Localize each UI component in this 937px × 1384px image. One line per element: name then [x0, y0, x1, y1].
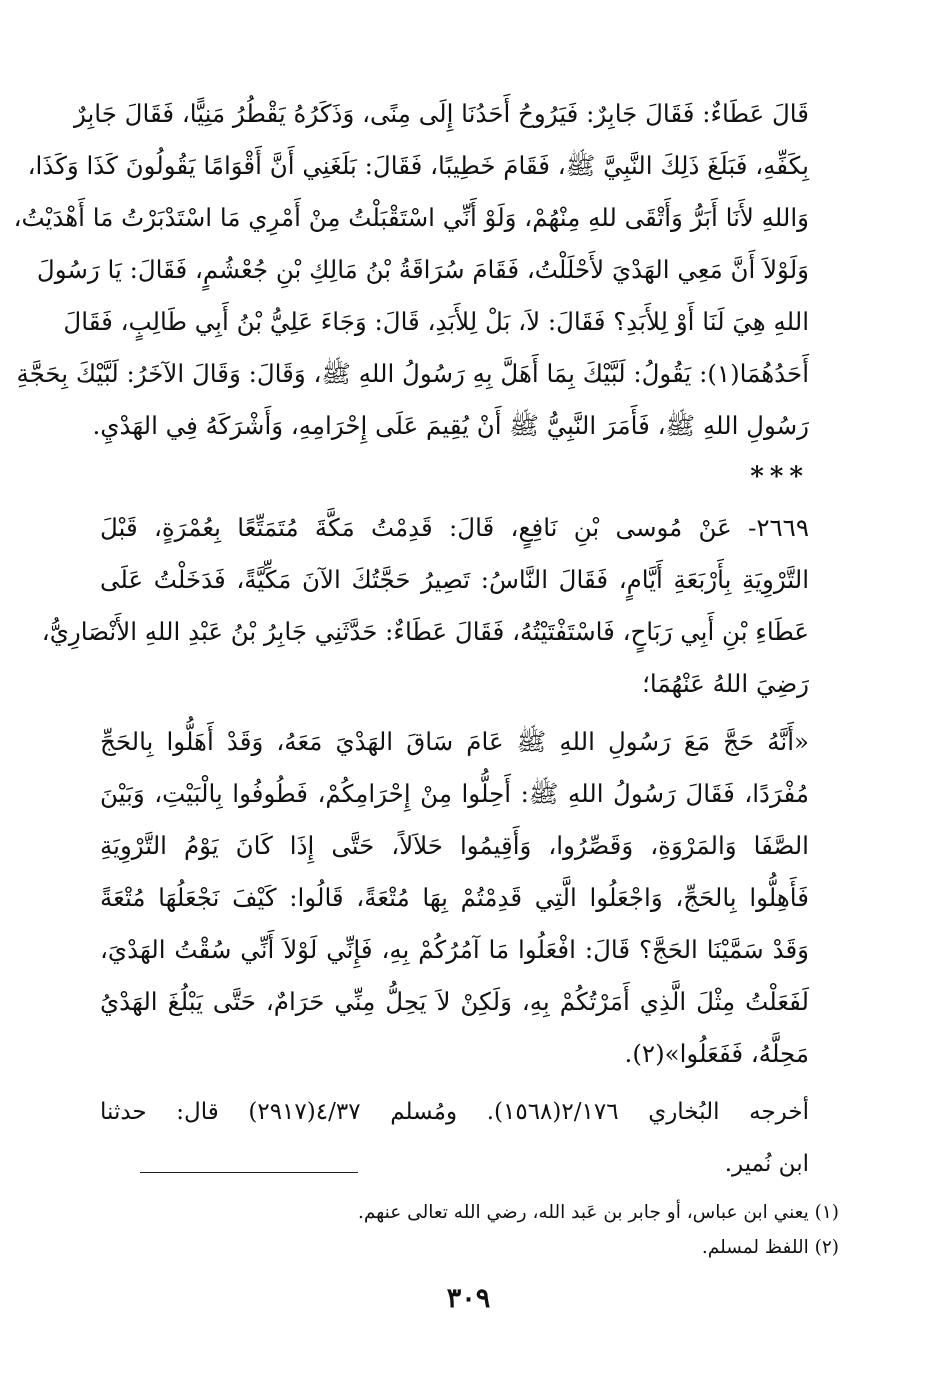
- text-line: أَحَدُهُمَا(١): يَقُولُ: لَبَّيْكَ بِمَا أَهَلَّ بِهِ رَسُولُ اللهِ ﷺ، وَقَالَ: وَقَالَ الآخَرُ: لَبَّيْكَ بِحَجَّةِ: [16, 359, 809, 388]
- section-separator: ***: [750, 462, 809, 492]
- hadith-heading-paragraph: [41, 502, 809, 710]
- text-line: رَضِيَ اللهُ عَنْهُمَا؛: [642, 669, 809, 698]
- text-line: اللهِ هِيَ لَنَا أَوْ لِلأَبَدِ؟ فَقَالَ: لاَ، بَلْ لِلأَبَدِ، قَالَ: وَجَاءَ عَلِيُّ بْنُ أَبِي طَالِبٍ، فَقَالَ: [63, 307, 809, 336]
- narration-paragraph: [13, 88, 809, 452]
- text-line: الصَّفَا وَالمَرْوَةِ، وَقَصِّرُوا، وَأَقِيمُوا حَلاَلاً، حَتَّى إِذَا كَانَ يَوْمُ التَّرْوِيَةِ: [100, 831, 809, 860]
- text-line: وَقَدْ سَمَّيْنَا الحَجَّ؟ قَالَ: افْعَلُوا مَا آمُرُكُمْ بِهِ، فَإِنِّي لَوْلاَ أَنِّي سُقْتُ الهَدْيَ،: [100, 935, 809, 964]
- text-line: مَحِلَّهُ، فَفَعَلُوا»(٢).: [624, 1039, 809, 1068]
- text-line: «أَنَّهُ حَجَّ مَعَ رَسُولِ اللهِ ﷺ عَامَ سَاقَ الهَدْيَ مَعَهُ، وَقَدْ أَهَلُّوا بِالحَجِّ: [100, 727, 809, 756]
- page-number: ٣٠٩: [446, 1283, 491, 1314]
- text-line: رَسُولِ اللهِ ﷺ، فَأَمَرَ النَّبِيُّ ﷺ أَنْ يُقِيمَ عَلَى إِحْرَامِهِ، وَأَشْرَكَهُ فِي الهَدْيِ.: [92, 411, 809, 440]
- text-line: أخرجه البُخاري ٢/١٧٦(١٥٦٨). ومُسلم ٤/٣٧(٢٩١٧) قال: حدثنا: [100, 1099, 809, 1125]
- source-citation: [100, 1086, 809, 1190]
- footnote: (٢) اللفظ لمسلم.: [701, 1237, 839, 1258]
- text-line: قَالَ عَطَاءٌ: فَقَالَ جَابِرٌ: فَيَرُوحُ أَحَدُنَا إِلَى مِنًى، وَذَكَرُهُ يَقْطُرُ مَنِيًّا، فَقَالَ جَابِرٌ: [73, 99, 809, 128]
- footnote-divider: [140, 1172, 358, 1173]
- footnote: (١) يعني ابن عباس، أو جابر بن عَبد الله، رضي الله تعالى عنهم.: [357, 1202, 839, 1223]
- hadith-text-paragraph: [100, 716, 809, 1080]
- text-line: لَفَعَلْتُ مِثْلَ الَّذِي أَمَرْتُكُمْ بِهِ، وَلَكِنْ لاَ يَحِلُّ مِنِّي حَرَامٌ، حَتَّى يَبْلُغَ الهَدْيُ: [100, 987, 809, 1016]
- main-text: [13, 88, 809, 1190]
- text-line: وَاللهِ لأَنَا أَبَرُّ وَأَتْقَى للهِ مِنْهُمْ، وَلَوْ أَنِّي اسْتَقْبَلْتُ مِنْ أَمْرِي مَا اسْتَدْبَرْتُ مَا أَهْدَيْتُ،: [13, 203, 809, 232]
- text-line: مُفْرَدًا، فَقَالَ رَسُولُ اللهِ ﷺ: أَحِلُّوا مِنْ إِحْرَامِكُمْ، فَطُوفُوا بِالْبَيْتِ، وَبَيْنَ: [100, 779, 809, 808]
- text-line: بِكَفِّهِ، فَبَلَغَ ذَلِكَ النَّبِيَّ ﷺ، فَقَامَ خَطِيبًا، فَقَالَ: بَلَغَنِي أَنَّ أَقْوَامًا يَقُولُونَ كَذَا وَكَذَا،: [27, 151, 809, 180]
- text-line: ابن نُمير.: [724, 1151, 809, 1177]
- text-line: ٢٦٦٩- عَنْ مُوسى بْنِ نَافِعٍ، قَالَ: قَدِمْتُ مَكَّةَ مُتَمَتِّعًا بِعُمْرَةٍ، قَبْلَ: [100, 513, 809, 542]
- text-line: فَأَهِلُّوا بِالحَجِّ، وَاجْعَلُوا الَّتِي قَدِمْتُمْ بِهَا مُتْعَةً، قَالُوا: كَيْفَ نَجْعَلُهَا مُتْعَةً: [100, 883, 809, 912]
- text-line: وَلَوْلاَ أَنَّ مَعِي الهَدْيَ لأَحْلَلْتُ، فَقَامَ سُرَاقَةُ بْنُ مَالِكِ بْنِ جُعْشُمٍ، فَقَالَ: يَا رَسُولَ: [36, 255, 809, 284]
- text-line: عَطَاءِ بْنِ أَبِي رَبَاحٍ، فَاسْتَفْتَيْتُهُ، فَقَالَ عَطَاءٌ: حَدَّثَنِي جَابِرُ بْنُ عَبْدِ اللهِ الأَنْصَارِيُّ،: [41, 617, 809, 646]
- footnotes: [120, 1195, 839, 1265]
- text-line: التَّرْوِيَةِ بِأَرْبَعَةِ أَيَّامٍ، فَقَالَ النَّاسُ: تَصِيرُ حَجَّتُكَ الآنَ مَكِّيَّةً، فَدَخَلْتُ عَلَى: [100, 565, 809, 594]
